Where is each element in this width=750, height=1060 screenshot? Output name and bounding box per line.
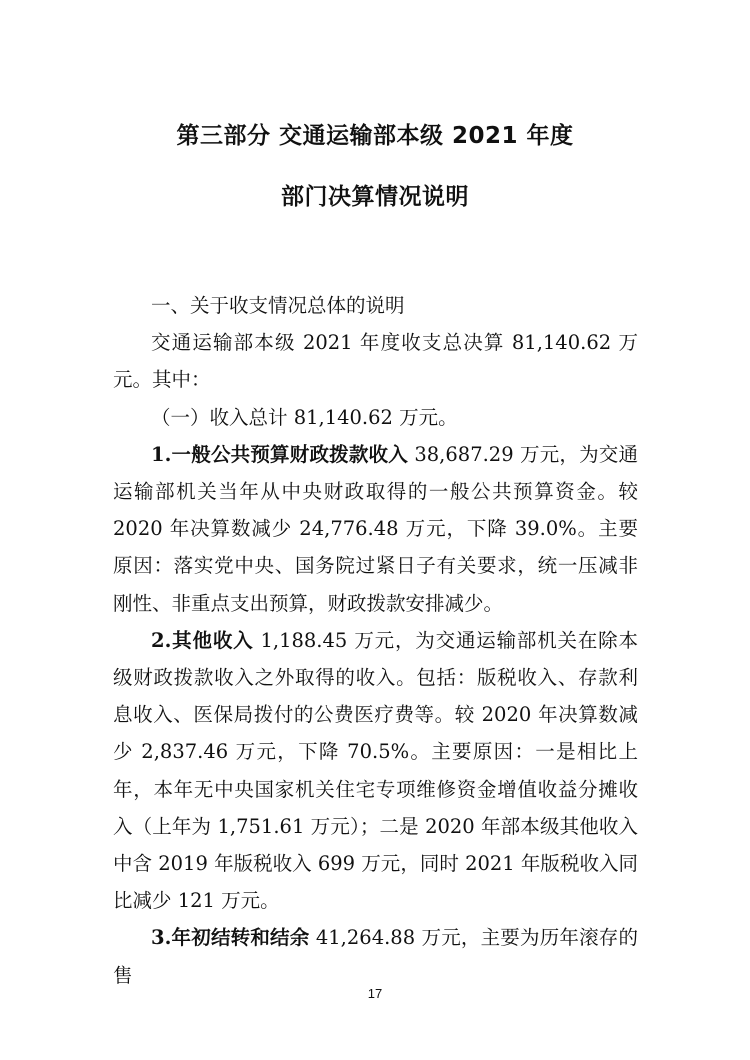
item-2-paragraph [113, 622, 638, 920]
item-2-text: 1,188.45 万元，为交通运输部机关在除本级财政拨款收入之外取得的收入。包括：版税收入、存款利息收入、医保局拨付的公费医疗费等。较 2020 年决算数减少 2,837.46 万元，下降 70.5%。主要原因：一是相比上年，本年无中央国家机关住宅专项维修资金增值收益分摊收入（上年为 1,751.61 万元）；二是 2020 年部本级其他收入中含 2019 年版税收入 699 万元，同时 2021 年版税收入同比减少 121 万元。 [113, 628, 639, 913]
page-title-line-2: 部门决算情况说明 [281, 184, 469, 210]
item-1-label: 1.一般公共预算财政拨款收入 [151, 442, 408, 466]
item-3-text: 41,264.88 万元，主要为历年滚存的售 [113, 926, 639, 987]
item-1-paragraph [113, 436, 638, 622]
page-number: 17 [367, 986, 383, 1001]
item-2-label: 2.其他收入 [151, 628, 254, 652]
income-total-paragraph: （一）收入总计 81,140.62 万元。 [151, 405, 458, 429]
item-3-label: 3.年初结转和结余 [151, 926, 310, 950]
item-1-text: 38,687.29 万元，为交通运输部机关当年从中央财政取得的一般公共预算资金。较 2020 年决算数减少 24,776.48 万元，下降 39.0%。主要原因：落实党中央、国务院过紧日子有关要求，统一压减非刚性、非重点支出预算，财政拨款安排减少。 [113, 442, 639, 615]
section-heading: 一、关于收支情况总体的说明 [151, 294, 405, 317]
intro-paragraph: 交通运输部本级 2021 年度收支总决算 81,140.62 万元。其中： [113, 331, 638, 392]
page-title-line-1: 第三部分 交通运输部本级 2021 年度 [176, 123, 574, 149]
item-3-paragraph [113, 919, 638, 993]
body-text [113, 287, 638, 994]
